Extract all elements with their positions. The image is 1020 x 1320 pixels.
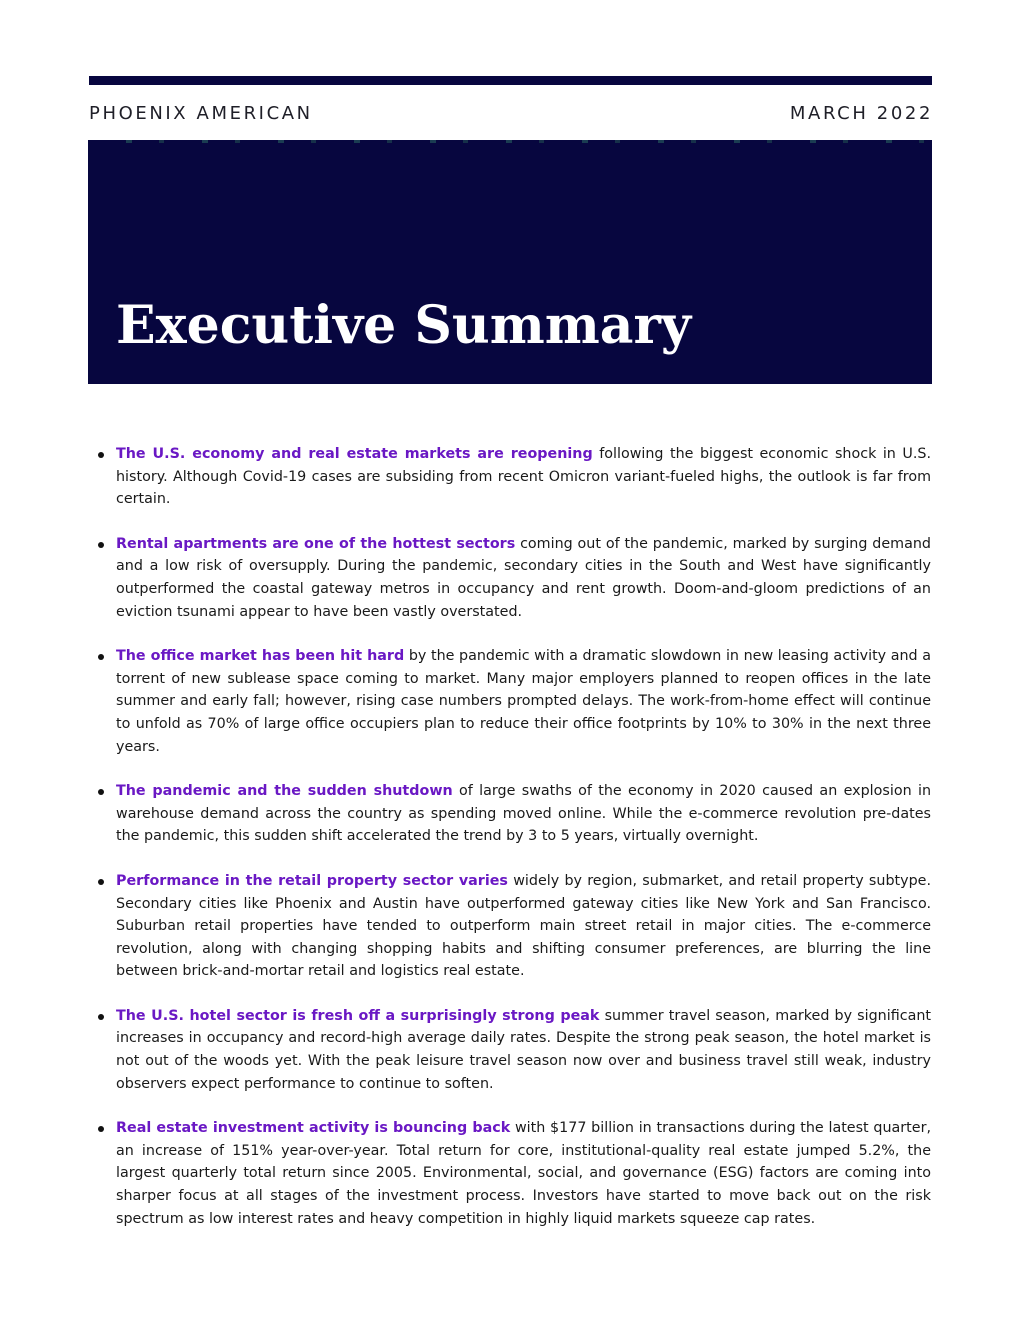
- summary-item-text: by the pandemic with a dramatic slowdown in new leasing activity and a torrent of new sublease space coming to market. Many major employers planned to reopen offices in the late summer and early fall; however, rising case numbers prompted delays. The work-from-home effect will continue to unfold as 70% of large office occupiers plan to reduce their office footprints by 10% to 30% in the next three years.: [116, 648, 932, 755]
- summary-item-office: [116, 645, 931, 758]
- summary-item-lead: The office market has been hit hard: [116, 648, 405, 665]
- summary-item-text: following the biggest economic shock in U.S. history. Although Covid-19 cases are subsiding from recent Omicron variant-fueled highs, the outlook is far from certain.: [116, 446, 931, 508]
- summary-item-investment: [116, 1117, 931, 1230]
- bullet-icon: [98, 542, 104, 548]
- page-title: Executive Summary: [116, 295, 692, 356]
- bullet-icon: [98, 879, 104, 885]
- document-header: [89, 101, 933, 125]
- summary-item-lead: The U.S. hotel sector is fresh off a surprisingly strong peak: [116, 1007, 600, 1024]
- banner-brush-edge: [88, 140, 932, 143]
- summary-item-reopening: [116, 443, 931, 511]
- summary-item-warehouse: [116, 780, 931, 848]
- summary-item-retail: [116, 870, 931, 983]
- summary-item-hotel: [116, 1005, 931, 1095]
- bullet-icon: [98, 1014, 104, 1020]
- summary-item-lead: Performance in the retail property sector varies: [116, 872, 508, 889]
- bullet-icon: [98, 1126, 104, 1132]
- summary-item-text: summer travel season, marked by significant increases in occupancy and record-high average daily rates. Despite the strong peak season, the hotel market is not out of the woods yet. With the peak leisure travel season now over and business travel still weak, industry observers expect performance to continue to soften.: [116, 1007, 931, 1092]
- summary-item-lead: The U.S. economy and real estate markets are reopening: [116, 446, 593, 462]
- title-banner: [88, 140, 932, 384]
- company-name: PHOENIX AMERICAN: [89, 102, 313, 124]
- summary-item-lead: Rental apartments are one of the hottest sectors: [116, 535, 516, 552]
- bullet-icon: [98, 452, 104, 458]
- summary-item-lead: Real estate investment activity is bouncing back: [116, 1120, 511, 1137]
- summary-item-text: of large swaths of the economy in 2020 caused an explosion in warehouse demand across the country as spending moved online. While the e-commerce revolution pre-dates the pandemic, this sudden shift accelerated the trend by 3 to 5 years, virtually overnight.: [116, 783, 932, 845]
- bullet-icon: [98, 654, 104, 660]
- top-rule: [89, 76, 932, 85]
- summary-item-lead: The pandemic and the sudden shutdown: [116, 783, 453, 800]
- summary-item-text: with $177 billion in transactions during the latest quarter, an increase of 151% year-over-year. Total return for core, institutional-quality real estate jumped 5.2%, the largest quarterly total return since 2005. Environmental, social, and governance (ESG) factors are coming into sharper focus at all stages of the investment process. Investors have started to move back out on the risk spectrum as low interest rates and heavy competition in highly liquid markets squeeze cap rates.: [116, 1120, 931, 1227]
- summary-list: [116, 443, 931, 1252]
- bullet-icon: [98, 789, 104, 795]
- summary-item-text: coming out of the pandemic, marked by surging demand and a low risk of oversupply. During the pandemic, secondary cities in the South and West have significantly outperformed the coastal gateway metros in occupancy and rent growth. Doom-and-gloom predictions of an eviction tsunami appear to have been vastly overstated.: [116, 535, 931, 620]
- summary-item-apartments: [116, 533, 931, 623]
- report-date: MARCH 2022: [789, 102, 933, 124]
- summary-item-text: widely by region, submarket, and retail property subtype. Secondary cities like Phoenix and Austin have outperformed gateway cities like New York and San Francisco. Suburban retail properties have tended to outperform main street retail in major cities. The e-commerce revolution, along with changing shopping habits and shifting consumer preferences, are blurring the line between brick-and-mortar retail and logistics real estate.: [116, 872, 932, 980]
